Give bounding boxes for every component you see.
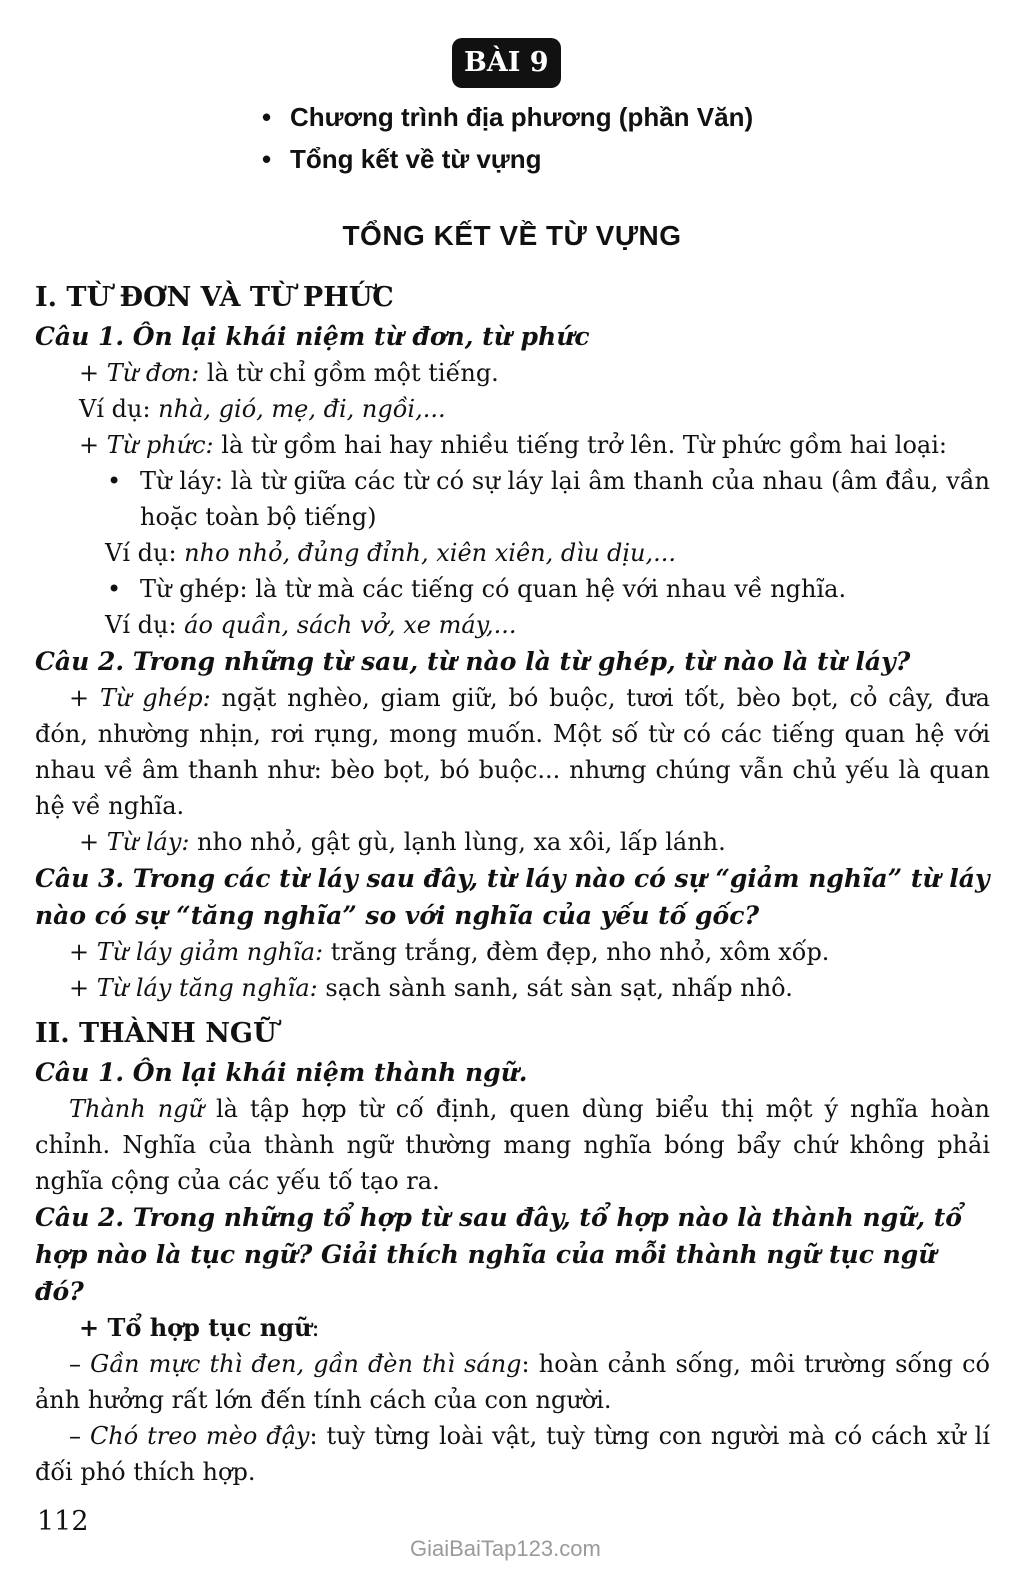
contents-item: • Tổng kết về từ vựng	[262, 138, 862, 180]
lesson-contents-list	[262, 96, 862, 180]
answer-text: trăng trắng, đèm đẹp, nho nhỏ, xôm xốp.	[323, 938, 830, 966]
example-label: Ví dụ:	[105, 539, 185, 567]
subheading-tuc-ngu	[35, 1310, 990, 1346]
question-3: Câu 3. Trong các từ láy sau đây, từ láy nào có sự “giảm nghĩa” từ láy nào có sự “tăng nghĩa” so với nghĩa của yếu tố gốc?	[35, 864, 990, 930]
answer-text: sạch sành sanh, sát sàn sạt, nhấp nhô.	[317, 974, 793, 1002]
term: + Từ láy:	[79, 828, 190, 856]
page-number: 112	[37, 1506, 89, 1537]
term: + Từ láy tăng nghĩa:	[69, 974, 318, 1002]
page-title: TỔNG KẾT VỀ TỪ VỰNG	[342, 220, 682, 251]
watermark: GiaiBaiTap123.com	[410, 1536, 601, 1561]
question-1: Câu 1. Ôn lại khái niệm từ đơn, từ phức	[35, 322, 590, 351]
answer-text: nho nhỏ, gật gù, lạnh lùng, xa xôi, lấp lánh.	[189, 828, 726, 856]
section-heading-1: I. TỪ ĐƠN VÀ TỪ PHỨC	[35, 282, 394, 313]
example-words: nhà, gió, mẹ, đi, ngồi,...	[158, 395, 446, 423]
proverb-item	[35, 1346, 990, 1418]
definition-text: là từ gồm hai hay nhiều tiếng trở lên. Từ phức gồm hai loại:	[213, 431, 947, 459]
example-line	[35, 607, 990, 643]
question-1: Câu 1. Ôn lại khái niệm thành ngữ.	[35, 1058, 528, 1087]
definition-thanh-ngu	[35, 1091, 990, 1199]
answer-tang-nghia	[35, 970, 990, 1006]
term: + Từ láy giảm nghĩa:	[69, 938, 324, 966]
bullet-tu-lay: • Từ láy: là từ giữa các từ có sự láy lại âm thanh của nhau (âm đầu, vần hoặc toàn bộ tiếng)	[35, 463, 990, 535]
definition-tu-don	[35, 355, 990, 391]
answer-text: ngặt nghèo, giam giữ, bó buộc, tươi tốt, bèo bọt, cỏ cây, đưa đón, nhường nhịn, rơi rụng, mong muốn. Một số từ có các tiếng quan hệ với nhau về âm thanh như: bèo bọt, bó buộc... nhưng chúng vẫn chủ yếu là quan hệ về nghĩa.	[35, 684, 990, 820]
contents-item: • Chương trình địa phương (phần Văn)	[262, 96, 862, 138]
example-words: nho nhỏ, đủng đỉnh, xiên xiên, dìu dịu,...	[184, 539, 677, 567]
example-label: Ví dụ:	[105, 611, 185, 639]
question-2: Câu 2. Trong những từ sau, từ nào là từ ghép, từ nào là từ láy?	[35, 647, 911, 676]
proverb: – Chó treo mèo đậy	[69, 1422, 310, 1450]
example-label: Ví dụ:	[79, 395, 159, 423]
colon: :	[311, 1314, 320, 1342]
term: + Từ ghép:	[69, 684, 211, 712]
question-2: Câu 2. Trong những tổ hợp từ sau đây, tổ hợp nào là thành ngữ, tổ hợp nào là tục ngữ? Giải thích nghĩa của mỗi thành ngữ tục ngữ đó?	[35, 1203, 962, 1306]
example-words: áo quần, sách vở, xe máy,...	[184, 611, 517, 639]
explanation: : hoàn cảnh sống, môi trường sống có ảnh hưởng rất lớn đến tính cách của con người.	[35, 1350, 990, 1414]
definition-tu-phuc	[35, 427, 990, 463]
term: Thành ngữ	[69, 1095, 204, 1123]
explanation: : tuỳ từng loài vật, tuỳ từng con người mà có cách xử lí đối phó thích hợp.	[35, 1422, 991, 1486]
answer-tu-lay	[35, 824, 990, 860]
definition-text: là từ chỉ gồm một tiếng.	[199, 359, 499, 387]
section-heading-2: II. THÀNH NGỮ	[35, 1018, 277, 1049]
term: + Từ phức:	[79, 431, 214, 459]
proverb: – Gần mực thì đen, gần đèn thì sáng	[69, 1350, 522, 1378]
example-line	[35, 535, 990, 571]
answer-tu-ghep	[35, 680, 990, 824]
proverb-item	[35, 1418, 990, 1490]
subheading-label: + Tổ hợp tục ngữ	[79, 1313, 312, 1342]
lesson-badge: BÀI 9	[452, 38, 561, 88]
bullet-tu-ghep: • Từ ghép: là từ mà các tiếng có quan hệ với nhau về nghĩa.	[35, 571, 990, 607]
term: + Từ đơn:	[79, 359, 200, 387]
answer-giam-nghia	[35, 934, 990, 970]
main-text	[35, 276, 990, 1490]
example-line	[35, 391, 990, 427]
definition-text: là tập hợp từ cố định, quen dùng biểu thị một ý nghĩa hoàn chỉnh. Nghĩa của thành ngữ thường mang nghĩa bóng bẩy chứ không phải nghĩa cộng của các yếu tố tạo ra.	[35, 1095, 991, 1195]
